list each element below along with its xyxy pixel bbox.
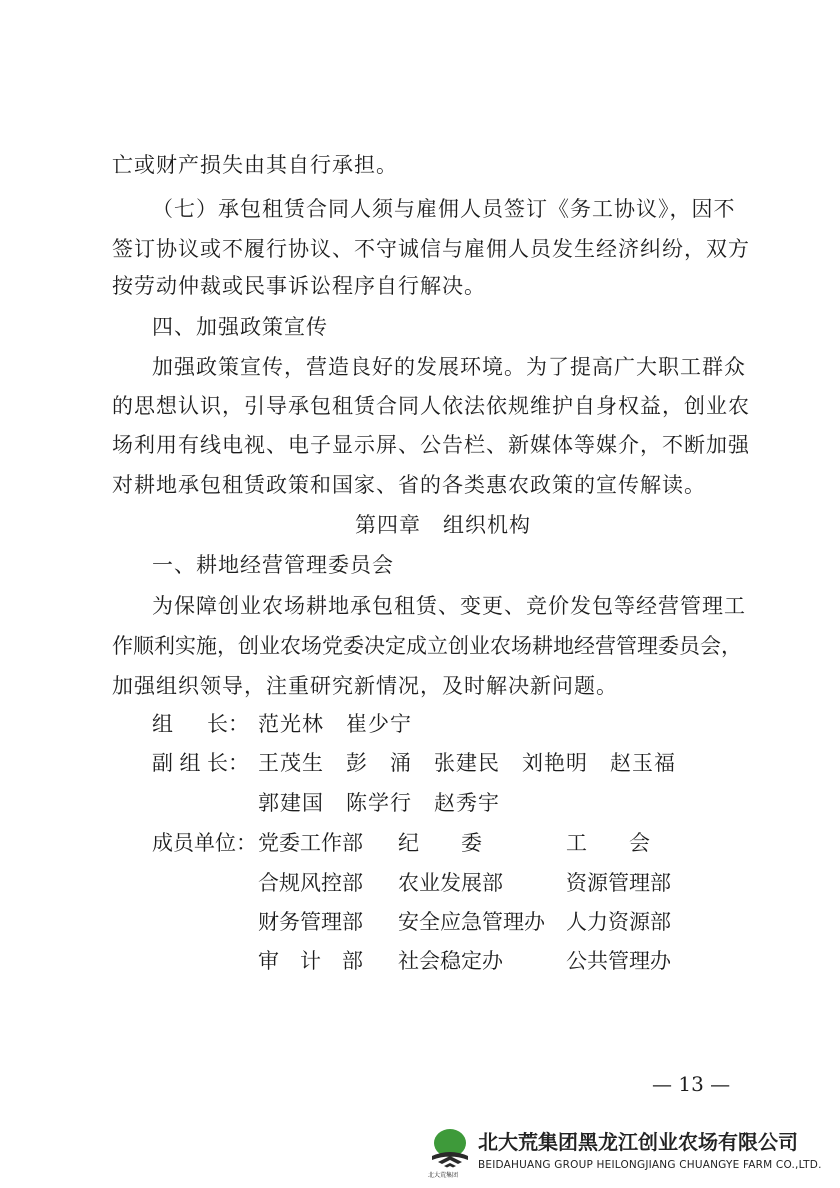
deputy-label-colon: ： bbox=[228, 751, 249, 775]
committee-line2: 作顺利实施，创业农场党委决定成立创业农场耕地经营管理委员会， bbox=[112, 634, 742, 658]
deputy-label bbox=[152, 748, 248, 778]
leader-label bbox=[152, 709, 248, 739]
section4-line3: 场利用有线电视、电子显示屏、公告栏、新媒体等媒介，不断加强 bbox=[112, 433, 750, 457]
unit-r3-c1: 财务管理部 bbox=[258, 910, 363, 934]
unit-r4-c1: 审 计 部 bbox=[258, 949, 363, 973]
committee-line1: 为保障创业农场耕地承包租赁、变更、竞价发包等经营管理工 bbox=[152, 594, 746, 618]
deputy-names-line2: 郭建国 陈学行 赵秀宇 bbox=[258, 791, 500, 815]
unit-r1-c2: 纪 委 bbox=[398, 831, 482, 855]
section4-line2: 的思想认识，引导承包租赁合同人依法依规维护自身权益，创业农 bbox=[112, 394, 750, 418]
deputy-label-char-3: 长 bbox=[207, 751, 228, 775]
unit-r1-c1: 党委工作部 bbox=[258, 831, 363, 855]
unit-r3-c2: 安全应急管理办 bbox=[398, 910, 545, 934]
section4-line1: 加强政策宣传，营造良好的发展环境。为了提高广大职工群众 bbox=[152, 355, 746, 379]
footer-company-en: BEIDAHUANG GROUP HEILONGJIANG CHUANGYE FARM CO.,LTD. bbox=[478, 1159, 822, 1171]
unit-r2-c1: 合规风控部 bbox=[258, 871, 363, 895]
footer-company-cn: 北大荒集团黑龙江创业农场有限公司 bbox=[478, 1130, 798, 1154]
item7-line1: （七）承包租赁合同人须与雇佣人员签订《务工协议》，因不 bbox=[152, 197, 736, 221]
unit-r1-c3: 工 会 bbox=[566, 831, 650, 855]
leader-label-char-1: 组 bbox=[152, 712, 173, 736]
leader-label-colon: ： bbox=[228, 712, 249, 736]
logo-caption: 北大荒集团 bbox=[428, 1172, 459, 1179]
unit-r2-c3: 资源管理部 bbox=[566, 871, 671, 895]
deputy-label-char-2: 组 bbox=[179, 751, 201, 775]
item7-line3: 按劳动仲裁或民事诉讼程序自行解决。 bbox=[112, 274, 486, 298]
unit-r4-c3: 公共管理办 bbox=[566, 949, 671, 973]
chapter-title: 第四章 组织机构 bbox=[355, 513, 531, 537]
leader-names: 范光林 崔少宁 bbox=[258, 712, 412, 736]
section4-line4: 对耕地承包租赁政策和国家、省的各类惠农政策的宣传解读。 bbox=[112, 473, 706, 497]
committee-line3: 加强组织领导，注重研究新情况，及时解决新问题。 bbox=[112, 674, 618, 698]
deputy-names-line1: 王茂生 彭 涌 张建民 刘艳明 赵玉福 bbox=[258, 751, 676, 775]
item7-line2: 签订协议或不履行协议、不守诚信与雇佣人员发生经济纠纷，双方 bbox=[112, 237, 750, 261]
unit-r3-c3: 人力资源部 bbox=[566, 910, 671, 934]
members-label: 成员单位： bbox=[152, 831, 257, 855]
committee-heading: 一、耕地经营管理委员会 bbox=[152, 553, 394, 577]
body-paragraph-continuation: 亡或财产损失由其自行承担。 bbox=[112, 153, 398, 177]
page-number: — 13 — bbox=[652, 1072, 731, 1096]
unit-r2-c2: 农业发展部 bbox=[398, 871, 503, 895]
deputy-label-char-1: 副 bbox=[152, 751, 173, 775]
unit-r4-c2: 社会稳定办 bbox=[398, 949, 503, 973]
section4-heading: 四、加强政策宣传 bbox=[152, 315, 328, 339]
leader-label-char-2: 长 bbox=[207, 712, 228, 736]
